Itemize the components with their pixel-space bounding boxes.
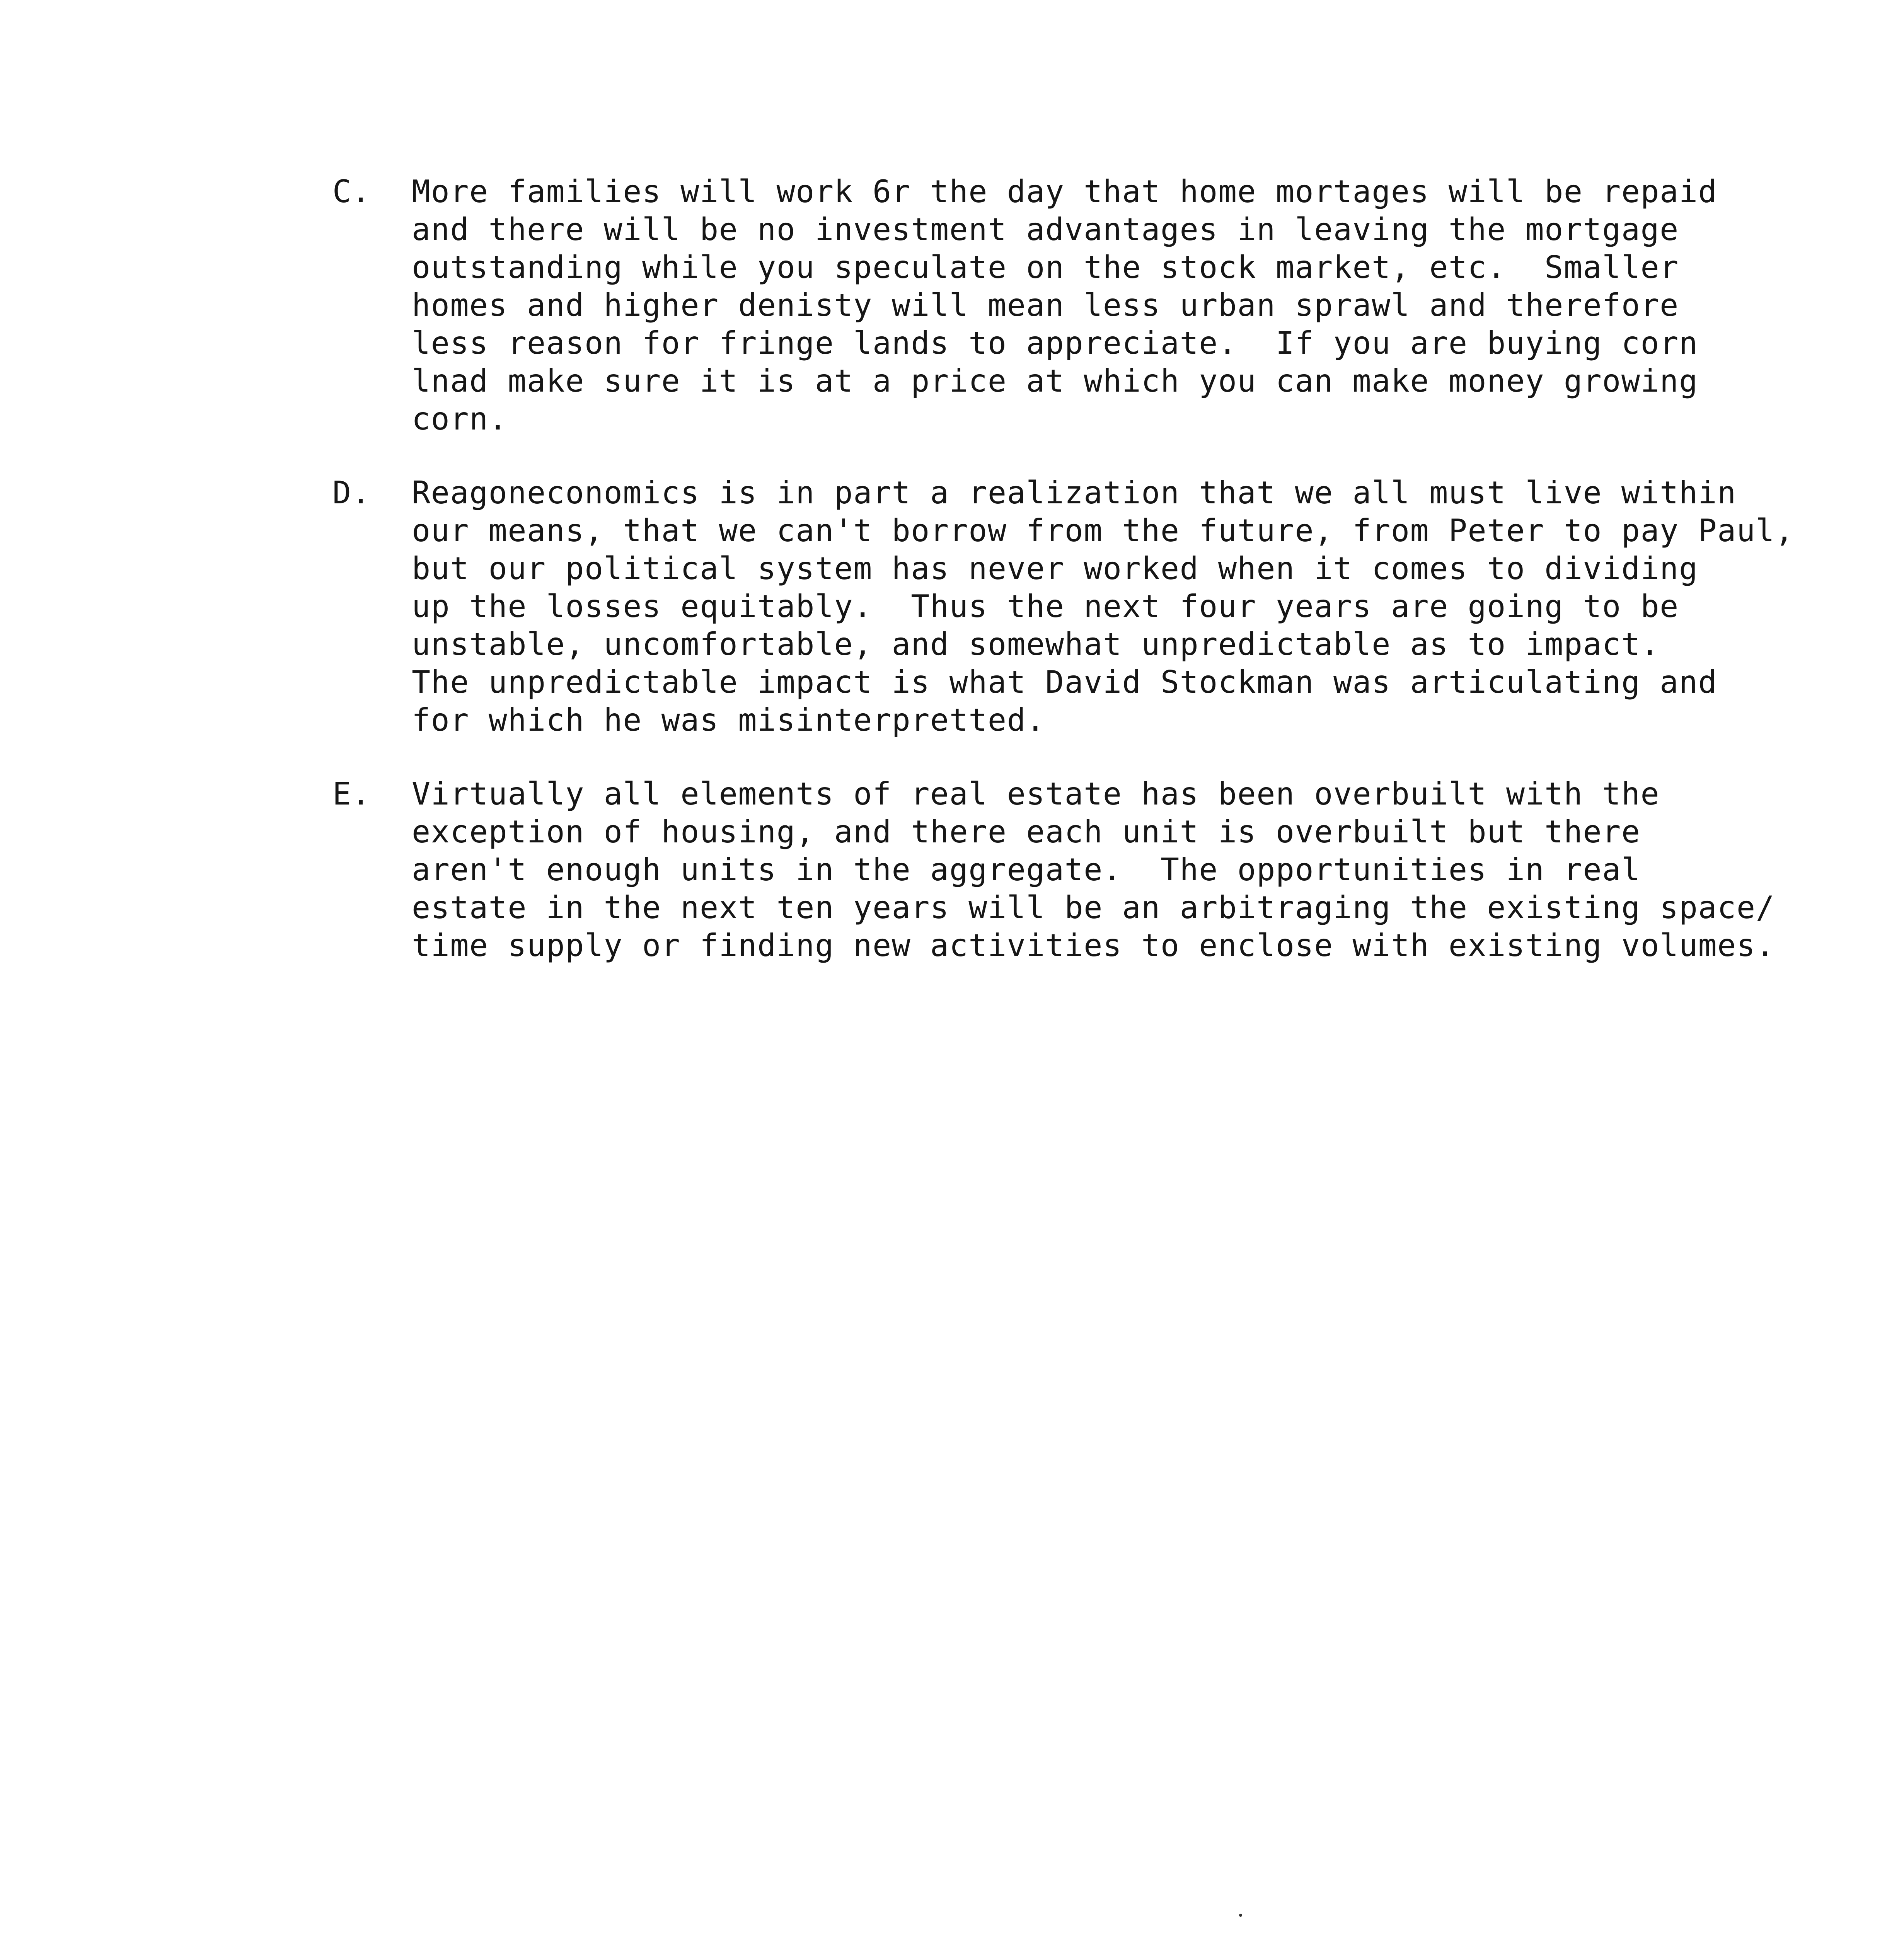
text-line: corn. <box>412 401 508 437</box>
text-line: estate in the next ten years will be an arbitraging the existing space/ <box>412 890 1775 926</box>
text-line: time supply or finding new activities to enclose with existing volumes. <box>412 927 1775 963</box>
text-line: our means, that we can't borrow from the future, from Peter to pay Paul, <box>412 513 1794 549</box>
text-line: for which he was misinterpretted. <box>412 702 1045 738</box>
text-line: up the losses equitably. Thus the next four years are going to be <box>412 588 1679 624</box>
section-text <box>412 173 1717 438</box>
text-line: Virtually all elements of real estate has been overbuilt with the <box>412 776 1660 812</box>
section-marker: D. <box>332 475 371 511</box>
section-text <box>412 474 1794 739</box>
text-line: but our political system has never worked when it comes to dividing <box>412 551 1698 586</box>
text-line: homes and higher denisty will mean less urban sprawl and therefore <box>412 287 1679 323</box>
text-line: outstanding while you speculate on the stock market, etc. Smaller <box>412 249 1679 285</box>
section-text <box>412 775 1775 965</box>
text-line: unstable, uncomfortable, and somewhat unpredictable as to impact. <box>412 626 1660 662</box>
scan-speck <box>1239 1914 1242 1917</box>
text-line: More families will work 6r the day that home mortages will be repaid <box>412 174 1718 210</box>
section-marker: E. <box>332 776 371 812</box>
text-line: lnad make sure it is at a price at which you can make money growing <box>412 363 1698 399</box>
text-line: less reason for fringe lands to appreciate. If you are buying corn <box>412 325 1698 361</box>
text-line: exception of housing, and there each unit is overbuilt but there <box>412 814 1641 850</box>
section-marker: C. <box>332 174 371 210</box>
text-line: and there will be no investment advantages in leaving the mortgage <box>412 211 1679 247</box>
text-line: Reagoneconomics is in part a realization that we all must live within <box>412 475 1737 511</box>
text-line: aren't enough units in the aggregate. The opportunities in real <box>412 852 1641 888</box>
text-line: The unpredictable impact is what David Stockman was articulating and <box>412 664 1718 700</box>
